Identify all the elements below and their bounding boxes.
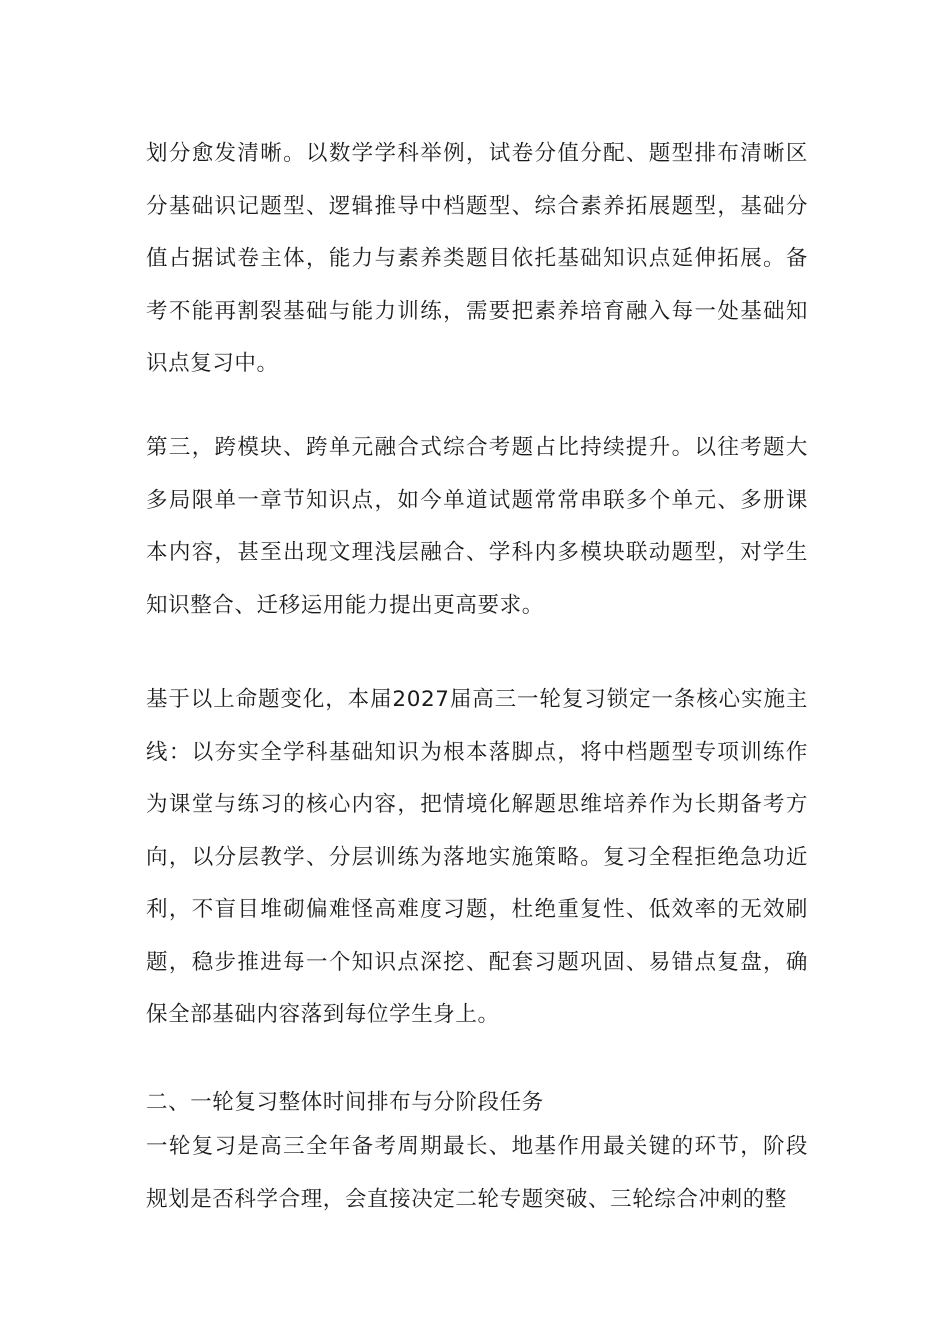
paragraph-review-mainline: 基于以上命题变化，本届2027届高三一轮复习锁定一条核心实施主线：以夯实全学科基础知识为根本落脚点，将中档题型专项训练作为课堂与练习的核心内容，把情境化解题思维培养作为长期备考方向，以分层教学、分层训练为落地实施策略。复习全程拒绝急功近利，不盲目堆砌偏难怪高难度习题，杜绝重复性、低效率的无效刷题，稳步推进每一个知识点深挖、配套习题巩固、易错点复盘，确保全部基础内容落到每位学生身上。 — [146, 687, 808, 1027]
paragraph-third-point: 第三，跨模块、跨单元融合式综合考题占比持续提升。以往考题大多局限单一章节知识点，如今单道试题常常串联多个单元、多册课本内容，甚至出现文理浅层融合、学科内多模块联动题型，对学生知识整合、迁移运用能力提出更高要求。 — [146, 435, 808, 618]
paragraph-subject-structure: 划分愈发清晰。以数学学科举例，试卷分值分配、题型排布清晰区分基础识记题型、逻辑推导中档题型、综合素养拓展题型，基础分值占据试卷主体，能力与素养类题目依托基础知识点延伸拓展。备考不能再割裂基础与能力训练，需要把素养培育融入每一处基础知识点复习中。 — [146, 141, 808, 376]
paragraph-section-intro: 一轮复习是高三全年备考周期最长、地基作用最关键的环节，阶段规划是否科学合理，会直接决定二轮专题突破、三轮综合冲刺的整 — [146, 1134, 808, 1212]
section-heading: 二、一轮复习整体时间排布与分阶段任务 — [146, 1090, 544, 1115]
